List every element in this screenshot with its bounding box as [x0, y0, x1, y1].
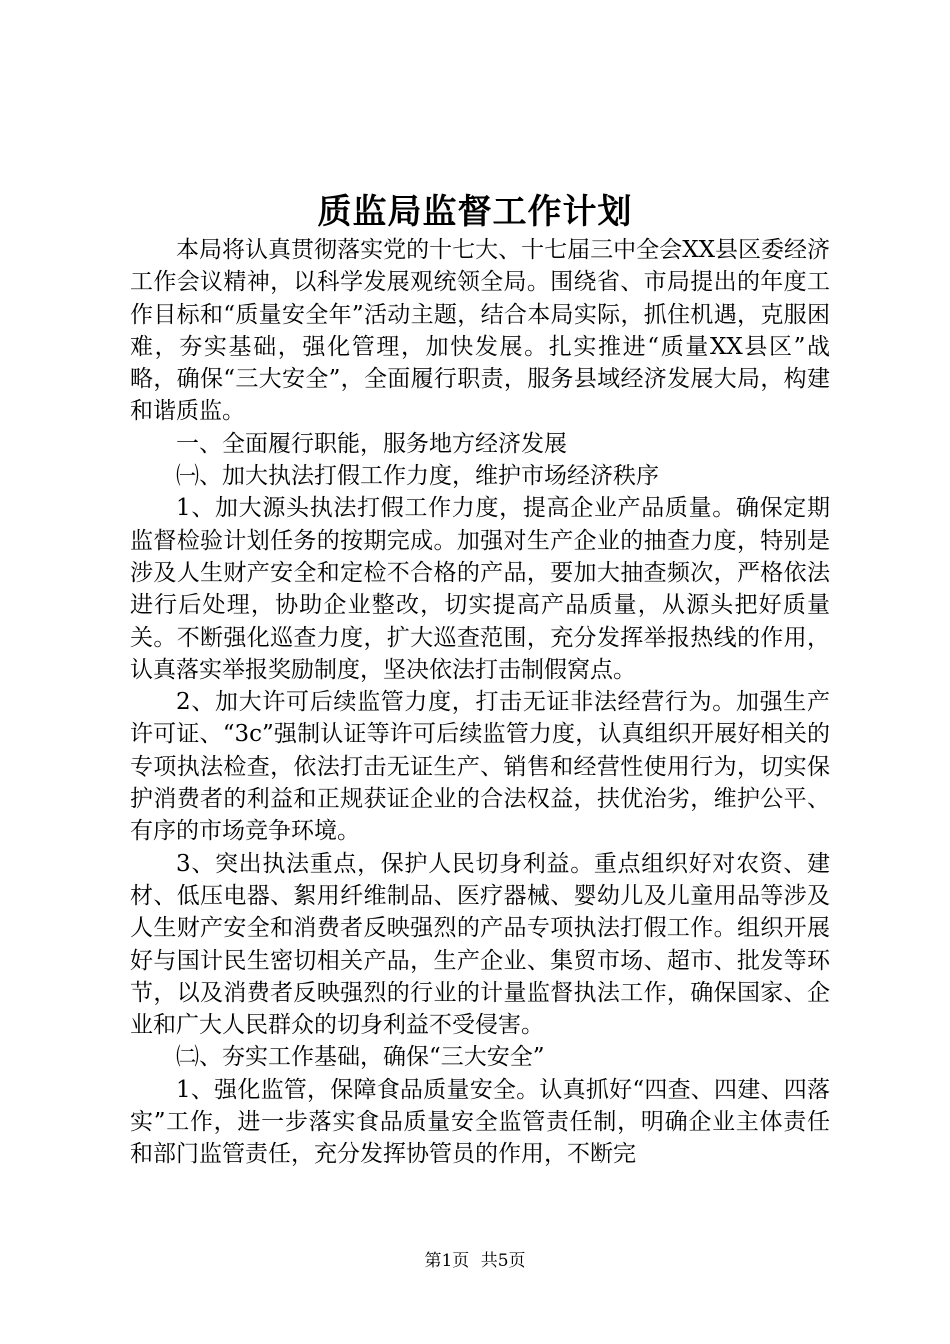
subsection-heading-2: ㈡、夯实工作基础，确保“三大安全” — [176, 1044, 545, 1071]
paragraph-item-1: 1、加大源头执法打假工作力度，提高企业产品质量。确保定期监督检验计划任务的按期完成。加强对生产企业的抽查力度，特别是涉及人生财产安全和定检不合格的产品，要加大抽查频次，严格依法进行后处理，协助企业整改，切实提高产品质量，从源头把好质量关。不断强化巡查力度，扩大巡查范围，充分发挥举报热线的作用，认真落实举报奖励制度，坚决依法打击制假窝点。 — [130, 495, 830, 683]
subsection-heading-1: ㈠、加大执法打假工作力度，维护市场经济秩序 — [176, 463, 659, 490]
page-footer — [0, 1246, 950, 1271]
paragraph-intro: 本局将认真贯彻落实党的十七大、十七届三中全会XX县区委经济工作会议精神，以科学发展观统领全局。围绕省、市局提出的年度工作目标和“质量安全年”活动主题，结合本局实际，抓住机遇，克服困难，夯实基础，强化管理，加快发展。扎实推进“质量XX县区”战略，确保“三大安全”，全面履行职责，服务县域经济发展大局，构建和谐质监。 — [130, 237, 830, 425]
page-number: 第1页 — [424, 1251, 470, 1271]
paragraph-item-2: 2、加大许可后续监管力度，打击无证非法经营行为。加强生产许可证、“3c”强制认证等许可后续监管力度，认真组织开展好相关的专项执法检查，依法打击无证生产、销售和经营性使用行为，切实保护消费者的利益和正规获证企业的合法权益，扶优治劣，维护公平、有序的市场竞争环境。 — [130, 689, 830, 845]
document-body — [130, 234, 830, 1171]
paragraph-item-4: 1、强化监管，保障食品质量安全。认真抓好“四查、四建、四落实”工作，进一步落实食品质量安全监管责任制，明确企业主体责任和部门监管责任，充分发挥协管员的作用，不断完 — [130, 1076, 830, 1168]
paragraph-item-3: 3、突出执法重点，保护人民切身利益。重点组织好对农资、建材、低压电器、絮用纤维制品、医疗器械、婴幼儿及儿童用品等涉及人生财产安全和消费者反映强烈的产品专项执法打假工作。组织开展好与国计民生密切相关产品，生产企业、集贸市场、超市、批发等环节，以及消费者反映强烈的行业的计量监督执法工作，确保国家、企业和广大人民群众的切身利益不受侵害。 — [130, 850, 830, 1039]
document-title: 质监局监督工作计划 — [317, 192, 633, 232]
page-total: 共5页 — [480, 1251, 526, 1271]
section-heading-1: 一、全面履行职能，服务地方经济发展 — [176, 430, 567, 457]
